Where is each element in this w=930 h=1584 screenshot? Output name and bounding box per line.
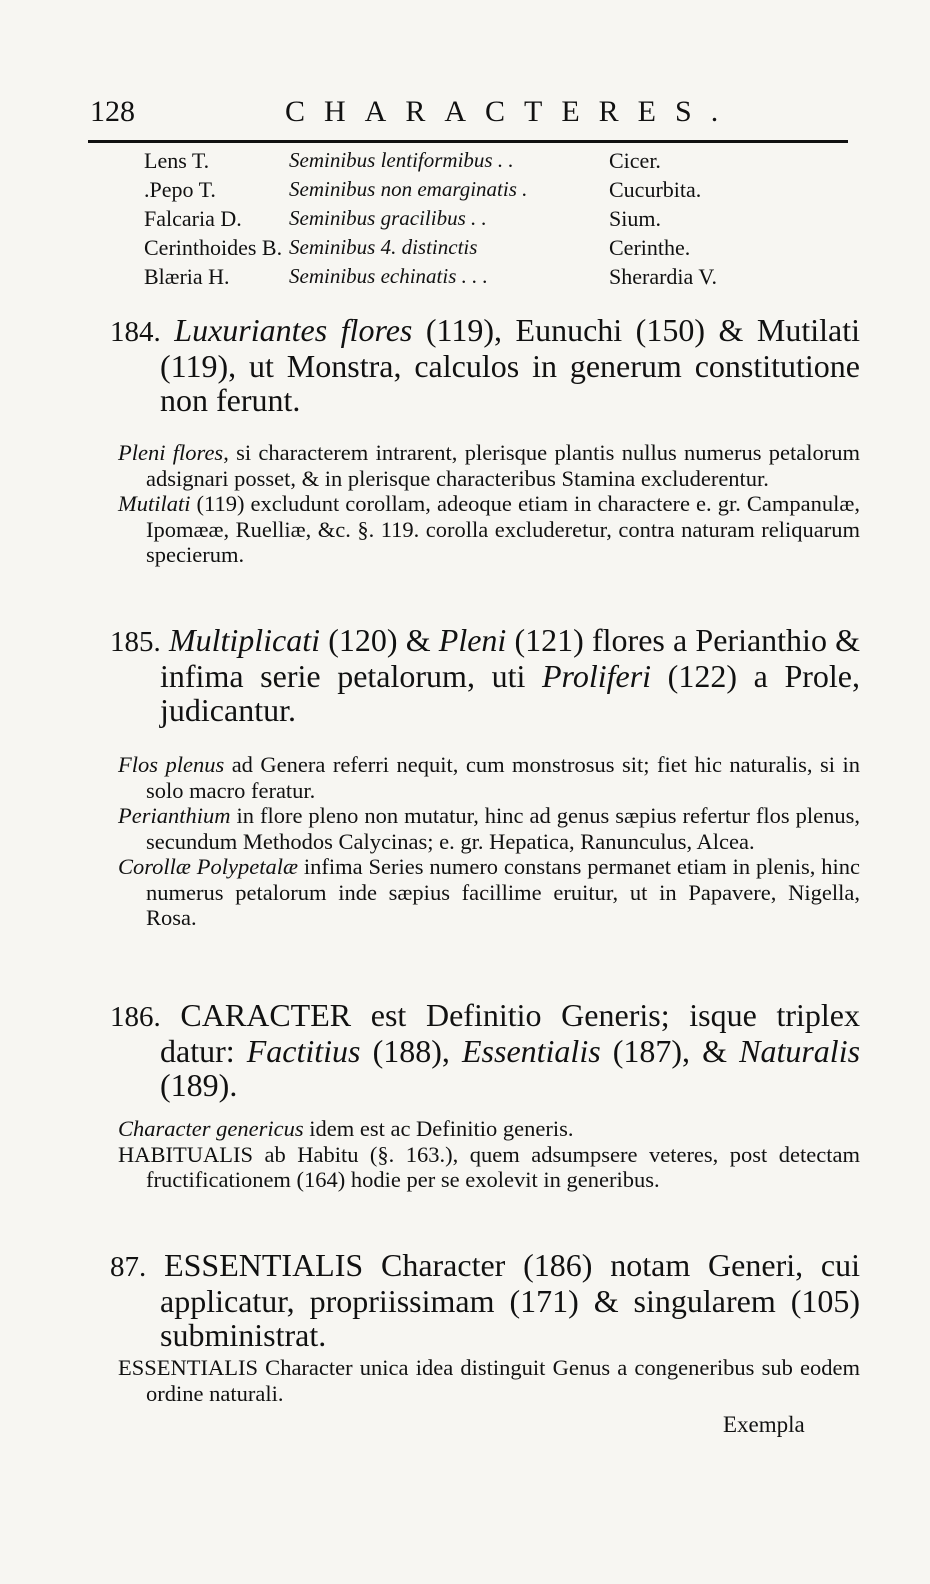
key-row (144, 206, 824, 235)
aphorism-number: 87. (110, 1251, 147, 1283)
comment-paragraph (118, 752, 860, 803)
key-result: Sherardia V. (609, 264, 717, 289)
aphorism-184 (100, 313, 860, 417)
aphorism-187 (100, 1248, 860, 1352)
key-genus: Lens T. (144, 148, 210, 173)
comment-lead: Corollæ Polypetalæ (118, 854, 299, 879)
comment-body: HABITUALIS ab Habitu (§. 163.), quem adsumpsere veteres, post detectam fructificationem (164) hodie per se exolevit in generibus. (118, 1141, 860, 1192)
running-head (90, 95, 850, 135)
comment-paragraph (118, 803, 860, 854)
comment-paragraph (118, 440, 860, 491)
comment-body: ad Genera referri nequit, cum monstrosus sit; fiet hic naturalis, si in solo macro feratur. (146, 752, 860, 803)
comment-lead: Flos plenus (118, 752, 225, 777)
aphorism-body: CARACTER est Definitio Generis; isque triplex datur: (160, 997, 861, 1069)
key-row (144, 177, 824, 206)
comment-body: (119) excludunt corollam, adeoque etiam in charactere e. gr. Campanulæ, Ipomææ, Ruelliæ, &c. §. 119. corolla excluderetur, contra naturam reliquarum specierum. (146, 491, 860, 567)
aphorism-body: (120) & (320, 622, 439, 658)
key-result: Cucurbita. (609, 177, 702, 202)
aphorism-text (100, 998, 860, 1102)
aphorism-number: 186. (110, 1001, 161, 1033)
comment-lead: Pleni flores (118, 440, 224, 465)
key-genus: Cerinthoides B. (144, 235, 283, 260)
header-rule (88, 140, 848, 143)
key-description: Seminibus lentiformibus . . (289, 148, 514, 172)
key-description: Seminibus 4. distinctis (289, 235, 478, 259)
aphorism-body: (187), & (600, 1033, 740, 1069)
aphorism-text (100, 313, 860, 417)
key-genus: .Pepo T. (144, 177, 216, 202)
comment-body: in flore pleno non mutatur, hinc ad genus sæpius refertur flos plenus, secundum Methodos Calycinas; e. gr. Hepatica, Ranunculus, Alcea. (146, 803, 860, 854)
comment-paragraph (118, 1116, 860, 1142)
catchword: Exempla (723, 1412, 805, 1437)
aphorism-body: (121) flores a Perianthio & infima serie petalorum, uti (160, 622, 861, 694)
key-result: Sium. (609, 206, 661, 231)
comment-lead: Mutilati (118, 491, 191, 516)
aphorism-text (100, 623, 860, 727)
page-number: 128 (90, 95, 135, 128)
key-row (144, 148, 824, 177)
aphorism-term: Proliferi (542, 658, 652, 694)
key-result: Cerinthe. (609, 235, 691, 260)
aphorism-body: (189). (160, 1067, 238, 1103)
comment-body: idem est ac Definitio generis. (303, 1116, 574, 1141)
key-result: Cicer. (609, 148, 661, 173)
key-genus: Falcaria D. (144, 206, 242, 231)
comment-paragraph (118, 854, 860, 931)
aphorism-number: 184. (110, 316, 161, 348)
aphorism-185 (100, 623, 860, 727)
aphorism-term: Pleni (438, 622, 507, 658)
aphorism-term: Naturalis (739, 1033, 861, 1069)
aphorism-186 (100, 998, 860, 1102)
comment-body: ESSENTIALIS Character unica idea distinguit Genus a congeneribus sub eodem ordine naturali. (118, 1355, 860, 1406)
comment-body: , si characterem intrarent, plerisque plantis nullus numerus petalorum adsignari posset, & in plerisque characteribus Stamina excluderentur. (146, 440, 860, 491)
aphorism-body: (119), Eunuchi (150) & Mutilati (119), ut Monstra, calculos in generum constitutione non ferunt. (160, 312, 861, 418)
commentary-186 (118, 1116, 860, 1193)
commentary-185 (118, 752, 860, 931)
aphorism-term: Multiplicati (168, 622, 321, 658)
aphorism-lead: Luxuriantes flores (174, 312, 413, 348)
comment-lead: Character genericus (118, 1116, 304, 1141)
commentary-184 (118, 440, 860, 568)
comment-paragraph (118, 1142, 860, 1193)
key-description: Seminibus non emarginatis . (289, 177, 528, 201)
aphorism-text (100, 1248, 860, 1352)
aphorism-term: Essentialis (461, 1033, 601, 1069)
comment-paragraph (118, 491, 860, 568)
commentary-187 (118, 1355, 860, 1406)
key-row (144, 264, 824, 293)
running-title: CHARACTERES. (285, 95, 738, 128)
aphorism-body: (122) a Prole, judicantur. (160, 658, 861, 728)
genus-key-table (144, 148, 824, 293)
aphorism-number: 185. (110, 626, 161, 658)
aphorism-term: Factitius (246, 1033, 361, 1069)
aphorism-body: ESSENTIALIS Character (186) notam Generi, cui applicatur, propriissimam (171) & singularem (105) subministrat. (160, 1247, 861, 1353)
key-description: Seminibus gracilibus . . (289, 206, 487, 230)
comment-body: infima Series numero constans permanet etiam in plenis, hinc numerus petalorum inde sæpius facillime eruitur, ut in Papavere, Nigella, Rosa. (146, 854, 860, 930)
key-genus: Blæria H. (144, 264, 230, 289)
key-description: Seminibus echinatis . . . (289, 264, 488, 288)
comment-paragraph (118, 1355, 860, 1406)
key-row (144, 235, 824, 264)
comment-lead: Perianthium (118, 803, 231, 828)
aphorism-body: (188), (360, 1033, 462, 1069)
